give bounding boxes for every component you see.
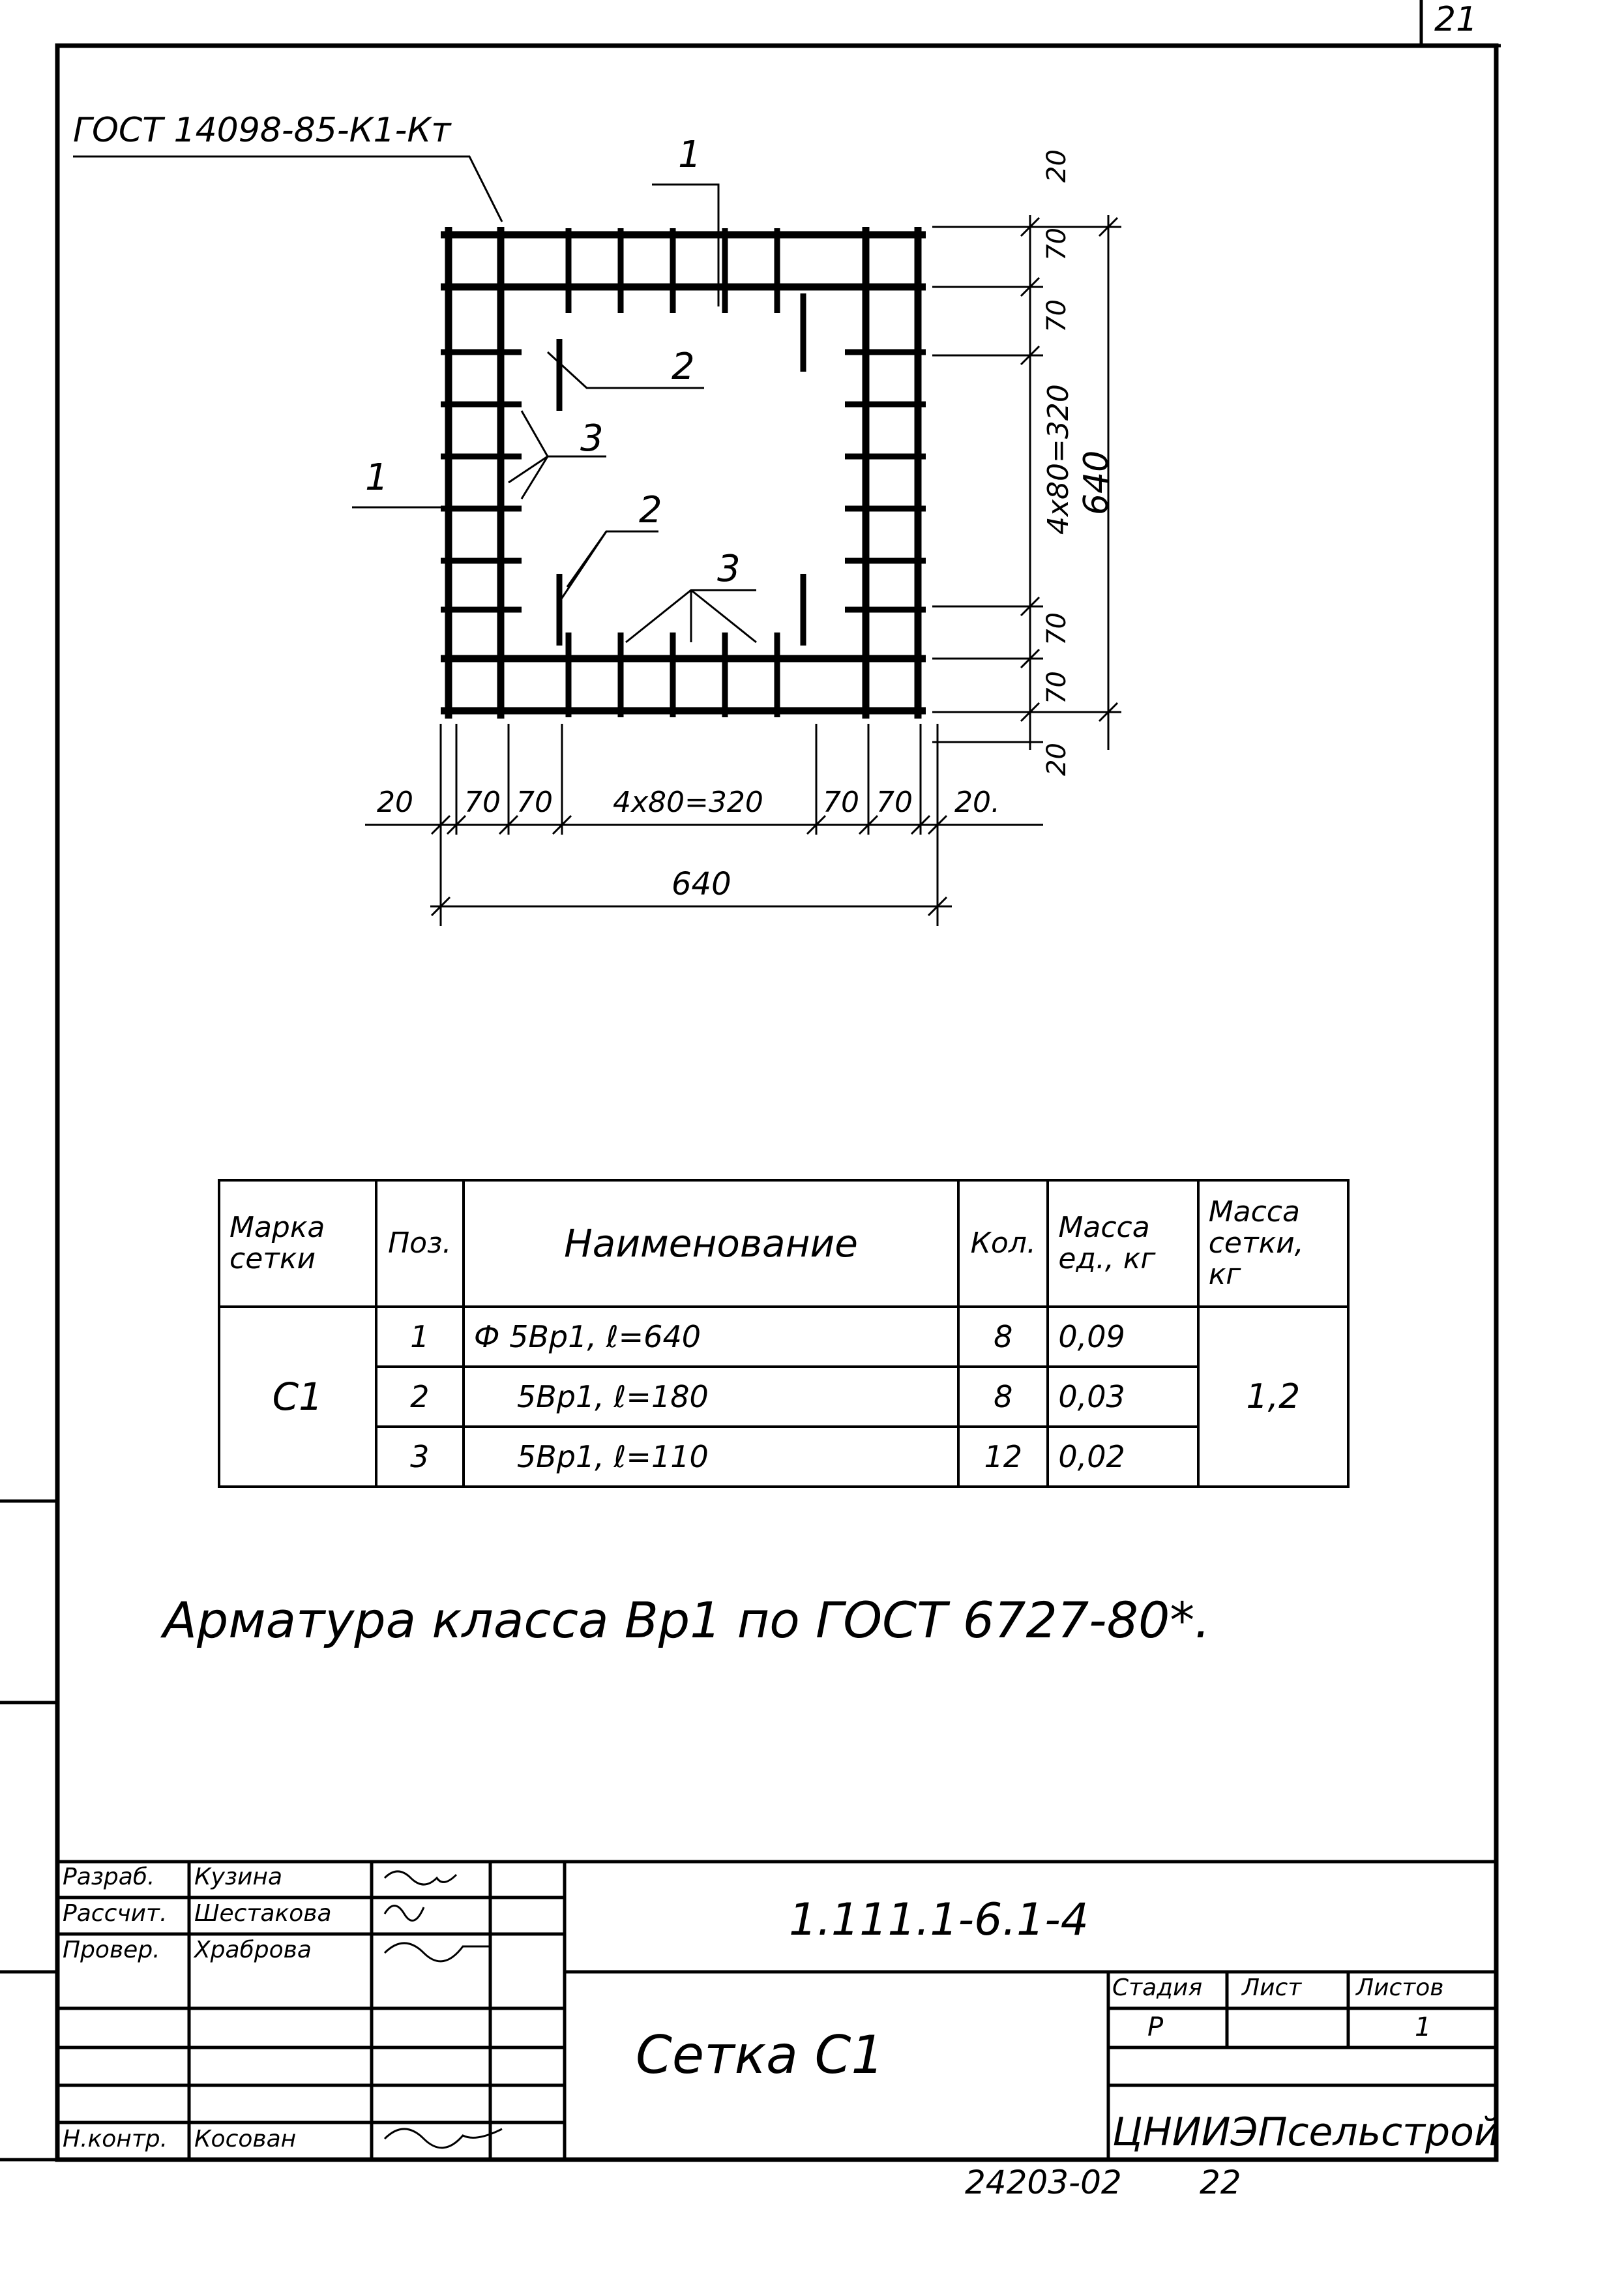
dim-label: 20. [954, 786, 1000, 819]
position-label: 2 [639, 489, 662, 531]
cell-pos: 3 [376, 1427, 464, 1487]
stage-value: Р [1147, 2012, 1164, 2042]
header-name: Наименование [464, 1180, 958, 1307]
dim-label: 20 [1042, 149, 1072, 183]
name-norm-control: Косован [194, 2126, 297, 2152]
sheets-label: Листов [1356, 1974, 1444, 2001]
dim-label: 20 [1042, 743, 1072, 776]
cell-name: 5Вр1, ℓ=110 [464, 1427, 958, 1487]
dim-label: 70 [1042, 671, 1072, 704]
position-label: 3 [717, 548, 741, 590]
dim-label: 4х80=320 [613, 786, 763, 819]
cell-mark: С1 [219, 1307, 376, 1487]
dim-overall: 640 [1077, 450, 1116, 515]
cell-qty: 12 [958, 1427, 1048, 1487]
cell-qty: 8 [958, 1367, 1048, 1427]
dim-overall: 640 [672, 866, 731, 902]
dim-label: 70 [876, 786, 913, 819]
cell-qty: 8 [958, 1307, 1048, 1367]
cell-name: 5Вр1, ℓ=180 [464, 1367, 958, 1427]
dim-label: 70 [1042, 612, 1072, 646]
drawing-title: Сетка С1 [636, 2025, 885, 2085]
dim-label: 20 [377, 786, 413, 819]
organization: ЦНИИЭПсельстрой [1112, 2109, 1499, 2155]
cell-name: Ф 5Вр1, ℓ=640 [464, 1307, 958, 1367]
header-mesh-mass: Масса сетки, кг [1198, 1180, 1348, 1307]
position-label: 1 [365, 456, 389, 499]
dim-label: 4х80=320 [1042, 384, 1075, 535]
archive-page: 22 [1200, 2164, 1241, 2201]
sheets-value: 1 [1415, 2012, 1432, 2042]
header-pos: Поз. [376, 1180, 464, 1307]
document-code: 1.111.1-6.1-4 [789, 1894, 1089, 1946]
drawing-frame [57, 46, 1496, 2160]
role-norm-control: Н.контр. [63, 2126, 168, 2152]
role-checked: Провер. [63, 1937, 160, 1963]
sheet-number: 21 [1434, 0, 1478, 39]
sheet-label: Лист [1242, 1974, 1302, 2001]
name-calculated: Шестакова [194, 1900, 332, 1927]
position-label: 3 [580, 417, 604, 460]
material-note: Арматура класса Вр1 по ГОСТ 6727-80*. [163, 1591, 1211, 1649]
role-calculated: Рассчит. [63, 1900, 168, 1927]
archive-code: 24203-02 [965, 2164, 1122, 2201]
dim-label: 70 [1042, 228, 1072, 261]
dim-label: 70 [823, 786, 859, 819]
position-label: 1 [678, 134, 701, 176]
cell-mesh-mass: 1,2 [1198, 1307, 1348, 1487]
role-developer: Разраб. [63, 1864, 155, 1890]
header-mark: Марка сетки [219, 1180, 376, 1307]
dim-label: 70 [464, 786, 501, 819]
cell-unit-mass: 0,09 [1048, 1307, 1198, 1367]
name-checked: Храброва [194, 1937, 312, 1963]
cell-unit-mass: 0,03 [1048, 1367, 1198, 1427]
stage-label: Стадия [1112, 1974, 1203, 2001]
header-unit-mass: Масса ед., кг [1048, 1180, 1198, 1307]
cell-unit-mass: 0,02 [1048, 1427, 1198, 1487]
weld-callout: ГОСТ 14098-85-К1-Кт [73, 111, 451, 150]
header-qty: Кол. [958, 1180, 1048, 1307]
dim-label: 70 [516, 786, 553, 819]
spec-table [218, 1179, 1350, 1488]
position-label: 2 [672, 346, 695, 388]
dim-label: 70 [1042, 299, 1072, 333]
cell-pos: 1 [376, 1307, 464, 1367]
cell-pos: 2 [376, 1367, 464, 1427]
name-developer: Кузина [194, 1864, 282, 1890]
